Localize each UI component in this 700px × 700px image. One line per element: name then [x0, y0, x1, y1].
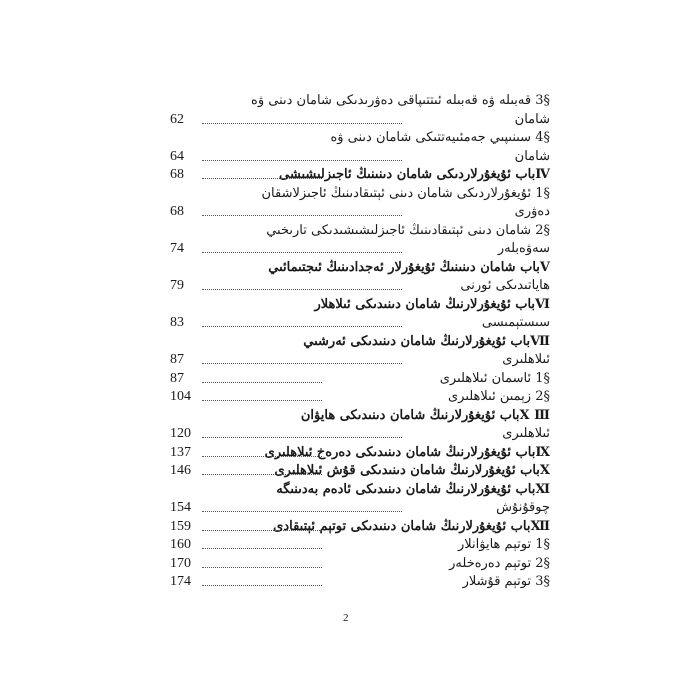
- toc-page-number: 174: [170, 574, 191, 589]
- toc-entry: [170, 573, 550, 591]
- toc-page-number: 74: [170, 241, 184, 256]
- toc-entry-title: شامان: [514, 111, 550, 127]
- toc-entry: [170, 314, 550, 332]
- toc-entry: [170, 166, 550, 184]
- toc-entry: [170, 351, 550, 369]
- toc-entry: [170, 185, 550, 203]
- dot-leader: [202, 166, 322, 179]
- toc-entry-title: Ⅶباب ئۇيغۇرلارنىڭ شامان دىنىدىكى ئەرشىي: [303, 333, 550, 349]
- toc-entry-title: Ⅻباب ئۇيغۇرلارنىڭ شامان دىنىدىكى توتېم ئېتىقادى: [273, 518, 550, 534]
- toc-page-number: 120: [170, 426, 191, 441]
- toc-page-number: 79: [170, 278, 184, 293]
- toc-entry: [170, 388, 550, 406]
- toc-entry: [170, 444, 550, 462]
- toc-entry: [170, 425, 550, 443]
- dot-leader: [202, 370, 322, 383]
- toc-entry: [170, 259, 550, 277]
- dot-leader: [202, 203, 402, 216]
- toc-entry: [170, 536, 550, 554]
- toc-page-number: 146: [170, 463, 191, 478]
- toc-entry-title: Ⅳباب ئۇيغۇرلاردىكى شامان دىنىنىڭ ئاجىزلىشىشى: [279, 167, 550, 182]
- toc-entry-title: Ⅴباب شامان دىنىنىڭ ئۇيغۇرلار ئەجدادىنىڭ ئىجتىمائىي: [268, 259, 550, 275]
- toc-entry: [170, 518, 550, 536]
- toc-page-number: 160: [170, 537, 191, 552]
- toc-page-number: 159: [170, 518, 191, 534]
- toc-entry-title: Ⅸباب ئۇيغۇرلارنىڭ شامان دىنىدىكى دەرەخ ئىلاھلىرى: [264, 444, 550, 460]
- toc-entry: [170, 111, 550, 129]
- toc-page-number: 170: [170, 555, 191, 571]
- toc-entry-title: §3 توتېم قۇشلار: [462, 574, 550, 589]
- toc-entry: [170, 240, 550, 258]
- toc-page-number: 137: [170, 444, 191, 460]
- dot-leader: [202, 277, 402, 290]
- toc-entry: [170, 481, 550, 499]
- toc-entry-title: §3 قەبىلە ۋە قەبىلە ئىتتىپاقى دەۋرىدىكى شامان دىنى ۋە: [251, 93, 550, 108]
- toc-entry: [170, 222, 550, 240]
- toc-entry-title: Ⅹباب ئۇيغۇرلارنىڭ شامان دىنىدىكى قۇش ئىلاھلىرى: [274, 463, 550, 478]
- toc-entry-title: Ⅺباب ئۇيغۇرلارنىڭ شامان دىنىدىكى ئادەم بەدىنىگە: [276, 481, 550, 497]
- dot-leader: [202, 536, 322, 549]
- page-number: 2: [343, 612, 349, 624]
- toc-entry-title: ئىلاھلىرى: [502, 426, 550, 441]
- toc-entry: [170, 277, 550, 295]
- toc-entry-title: شامان: [514, 148, 550, 164]
- dot-leader: [202, 111, 402, 124]
- dot-leader: [202, 499, 402, 512]
- toc-page-number: 154: [170, 500, 191, 515]
- toc-entry-title: §2 توتېم دەرەخلەر: [449, 555, 550, 571]
- toc-entry: [170, 203, 550, 221]
- toc-entry: [170, 333, 550, 351]
- dot-leader: [202, 462, 322, 475]
- dot-leader: [202, 444, 322, 457]
- toc-entry-title: ھاياتىدىكى ئورنى: [460, 278, 550, 293]
- toc-entry-title: Ⅹ Ⅲباب ئۇيغۇرلارنىڭ شامان دىنىدىكى ھايۋان: [300, 407, 550, 423]
- dot-leader: [202, 314, 402, 327]
- toc-entry-title: چوقۇنۇش: [496, 500, 550, 515]
- dot-leader: [202, 240, 402, 253]
- toc-entry: [170, 129, 550, 147]
- toc-entry-title: دەۋرى: [514, 204, 550, 219]
- toc-entry-title: Ⅵباب ئۇيغۇرلارنىڭ شامان دىنىدىكى ئىلاھلار: [314, 296, 550, 312]
- toc-entry-title: §2 زېمىن ئىلاھلىرى: [447, 389, 550, 404]
- toc-page-number: 104: [170, 389, 191, 404]
- toc-entry-title: سىستېمىسى: [481, 315, 550, 330]
- toc-entry: [170, 499, 550, 517]
- toc-entry-title: ئىلاھلىرى: [502, 352, 550, 367]
- toc-page-number: 87: [170, 352, 184, 367]
- toc-page-number: 87: [170, 370, 184, 386]
- toc-entry: [170, 462, 550, 480]
- toc-page-number: 64: [170, 148, 184, 164]
- toc-entry-title: §1 ئۇيغۇرلاردىكى شامان دىنى ئېتىقادىنىڭ ئاجىزلاشقان: [261, 185, 550, 201]
- toc-entry-title: §1 ئاسمان ئىلاھلىرى: [439, 370, 550, 386]
- toc-entry: [170, 555, 550, 573]
- dot-leader: [202, 555, 322, 568]
- toc-entry: [170, 296, 550, 314]
- dot-leader: [202, 518, 322, 531]
- toc-entry-title: §4 سىنىپىي جەمئىيەتتىكى شامان دىنى ۋە: [330, 130, 550, 145]
- toc-entry: [170, 148, 550, 166]
- toc-page-number: 83: [170, 315, 184, 330]
- dot-leader: [202, 425, 402, 438]
- dot-leader: [202, 148, 402, 161]
- toc-entry-title: سەۋەبلەر: [497, 241, 550, 256]
- toc-entry-title: §2 شامان دىنى ئېتىقادىنىڭ ئاجىزلىشىشىدىكى تارىخىي: [266, 222, 550, 238]
- dot-leader: [202, 351, 402, 364]
- toc-entry: [170, 370, 550, 388]
- toc-page-number: 62: [170, 111, 184, 127]
- dot-leader: [202, 573, 322, 586]
- toc-entry: [170, 407, 550, 425]
- toc-page-number: 68: [170, 204, 184, 219]
- dot-leader: [202, 388, 322, 401]
- toc-entry: [170, 92, 550, 110]
- toc-page-number: 68: [170, 167, 184, 182]
- toc-entry-title: §1 توتېم ھايۋانلار: [458, 537, 550, 552]
